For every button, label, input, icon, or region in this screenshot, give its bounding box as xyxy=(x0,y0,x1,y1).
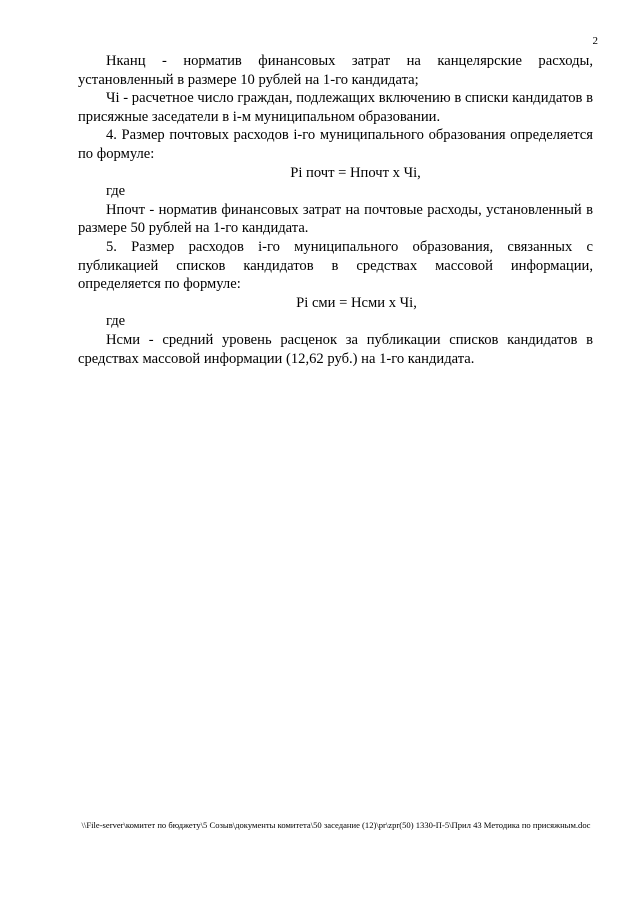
paragraph-pochta: Нпочт - норматив финансовых затрат на почтовые расходы, установленный в размере 50 рублей на 1-го кандидата. xyxy=(78,201,593,237)
page-number: 2 xyxy=(592,35,598,47)
footer-file-path: \\File-server\комитет по бюджету\5 Созыв\документы комитета\50 заседание (12)\pr\zpr(50) 1330-П-5\Прил 43 Методика по присяжным.doc xyxy=(81,820,591,830)
formula-media: Pi сми = Нсми х Чi, xyxy=(296,294,417,311)
paragraph-smi: Нсми - средний уровень расценок за публикации списков кандидатов в средствах массовой информации (12,62 руб.) на 1-го кандидата. xyxy=(78,331,593,367)
where-label-2: где xyxy=(106,313,126,330)
paragraph-item-4: 4. Размер почтовых расходов i-го муниципального образования определяется по формуле: xyxy=(78,127,593,162)
document-body xyxy=(78,52,593,368)
formula-postal: Pi почт = Нпочт х Чi, xyxy=(290,164,421,181)
paragraph-item-5: 5. Размер расходов i-го муниципального образования, связанных с публикацией списков кандидатов в средствах массовой информации, определяется по формуле: xyxy=(78,238,593,293)
paragraph-kants: Нканц - норматив финансовых затрат на канцелярские расходы, установленный в размере 10 рублей на 1-го кандидата; xyxy=(78,53,593,88)
where-label-1: где xyxy=(106,183,126,200)
paragraph-chi: Чi - расчетное число граждан, подлежащих включению в списки кандидатов в присяжные заседатели в i-м муниципальном образовании. xyxy=(78,90,593,125)
